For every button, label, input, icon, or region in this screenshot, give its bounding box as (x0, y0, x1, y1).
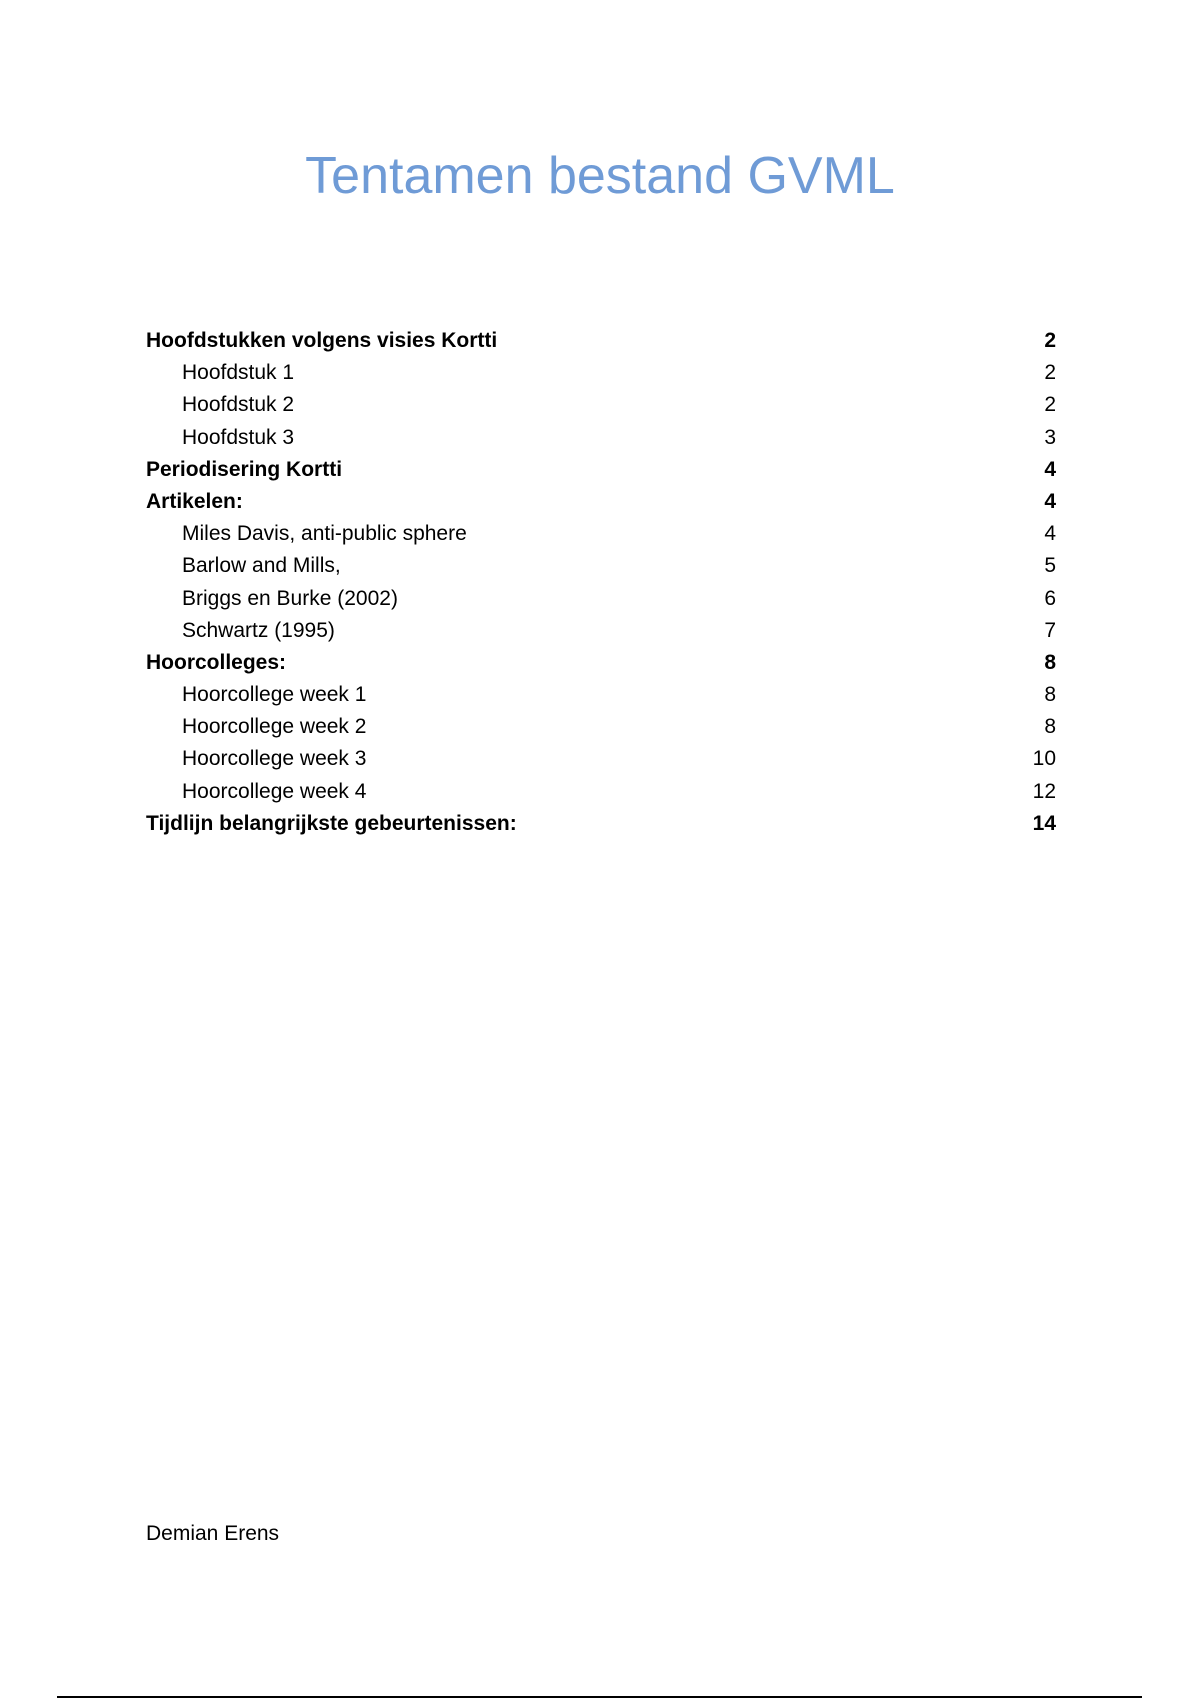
toc-entry-page: 12 (1032, 779, 1056, 803)
toc-entry[interactable] (146, 518, 1056, 550)
toc-entry[interactable] (146, 583, 1056, 615)
toc-entry-page: 5 (1044, 554, 1056, 578)
toc-entry[interactable] (146, 615, 1056, 647)
toc-entry-page: 3 (1044, 425, 1056, 449)
toc-entry-page: 2 (1044, 393, 1056, 417)
toc-entry-page: 14 (1032, 811, 1056, 835)
author-name: Demian Erens (146, 1522, 280, 1545)
toc-entry[interactable] (146, 711, 1056, 743)
toc-entry[interactable] (146, 389, 1056, 421)
toc-entry-page: 10 (1032, 747, 1056, 771)
toc-entry-page: 2 (1044, 361, 1056, 385)
toc-entry-label: Hoofdstukken volgens visies Kortti (146, 329, 498, 352)
toc-entry[interactable] (146, 550, 1056, 582)
toc-entry-page: 8 (1044, 650, 1056, 674)
toc-entry-page: 8 (1044, 715, 1056, 739)
toc-entry-label: Hoorcollege week 1 (182, 683, 367, 707)
toc-entry-label: Hoorcollege week 3 (182, 747, 367, 771)
toc-entry-label: Tijdlijn belangrijkste gebeurtenissen: (146, 811, 517, 835)
toc-entry-label: Miles Davis, anti-public sphere (182, 522, 467, 546)
toc-entry-page: 2 (1044, 329, 1056, 352)
toc-entry-page: 4 (1044, 457, 1056, 481)
toc-entry-label: Artikelen: (146, 489, 243, 513)
toc-entry-label: Hoorcolleges: (146, 650, 287, 674)
toc-entry[interactable] (146, 776, 1056, 808)
toc-entry-label: Barlow and Mills, (182, 554, 341, 578)
toc-entry-label: Briggs en Burke (2002) (182, 586, 398, 610)
toc-entry[interactable] (146, 808, 1056, 840)
toc-entry[interactable] (146, 679, 1056, 711)
toc-entry-page: 6 (1044, 586, 1056, 610)
toc-entry[interactable] (146, 647, 1056, 679)
toc-entry-label: Periodisering Kortti (146, 457, 343, 481)
toc-entry[interactable] (146, 357, 1056, 389)
toc-entry[interactable] (146, 454, 1056, 486)
toc-entry-label: Hoorcollege week 2 (182, 715, 367, 739)
toc-entry[interactable] (146, 325, 1056, 357)
toc-entry[interactable] (146, 486, 1056, 518)
toc-entry-page: 4 (1044, 489, 1056, 513)
toc-entry[interactable] (146, 422, 1056, 454)
document-title: Tentamen bestand GVML (305, 147, 895, 205)
toc-entry-label: Hoofdstuk 2 (182, 393, 295, 417)
page-divider (57, 1696, 1142, 1698)
toc-entry-label: Hoorcollege week 4 (182, 779, 367, 803)
table-of-contents (146, 325, 1056, 840)
toc-entry-page: 4 (1044, 522, 1056, 546)
toc-entry-page: 7 (1044, 618, 1056, 642)
toc-entry-label: Hoofdstuk 1 (182, 361, 295, 385)
toc-entry-page: 8 (1044, 683, 1056, 707)
toc-entry-label: Hoofdstuk 3 (182, 425, 295, 449)
toc-entry-label: Schwartz (1995) (182, 618, 335, 642)
toc-entry[interactable] (146, 743, 1056, 775)
